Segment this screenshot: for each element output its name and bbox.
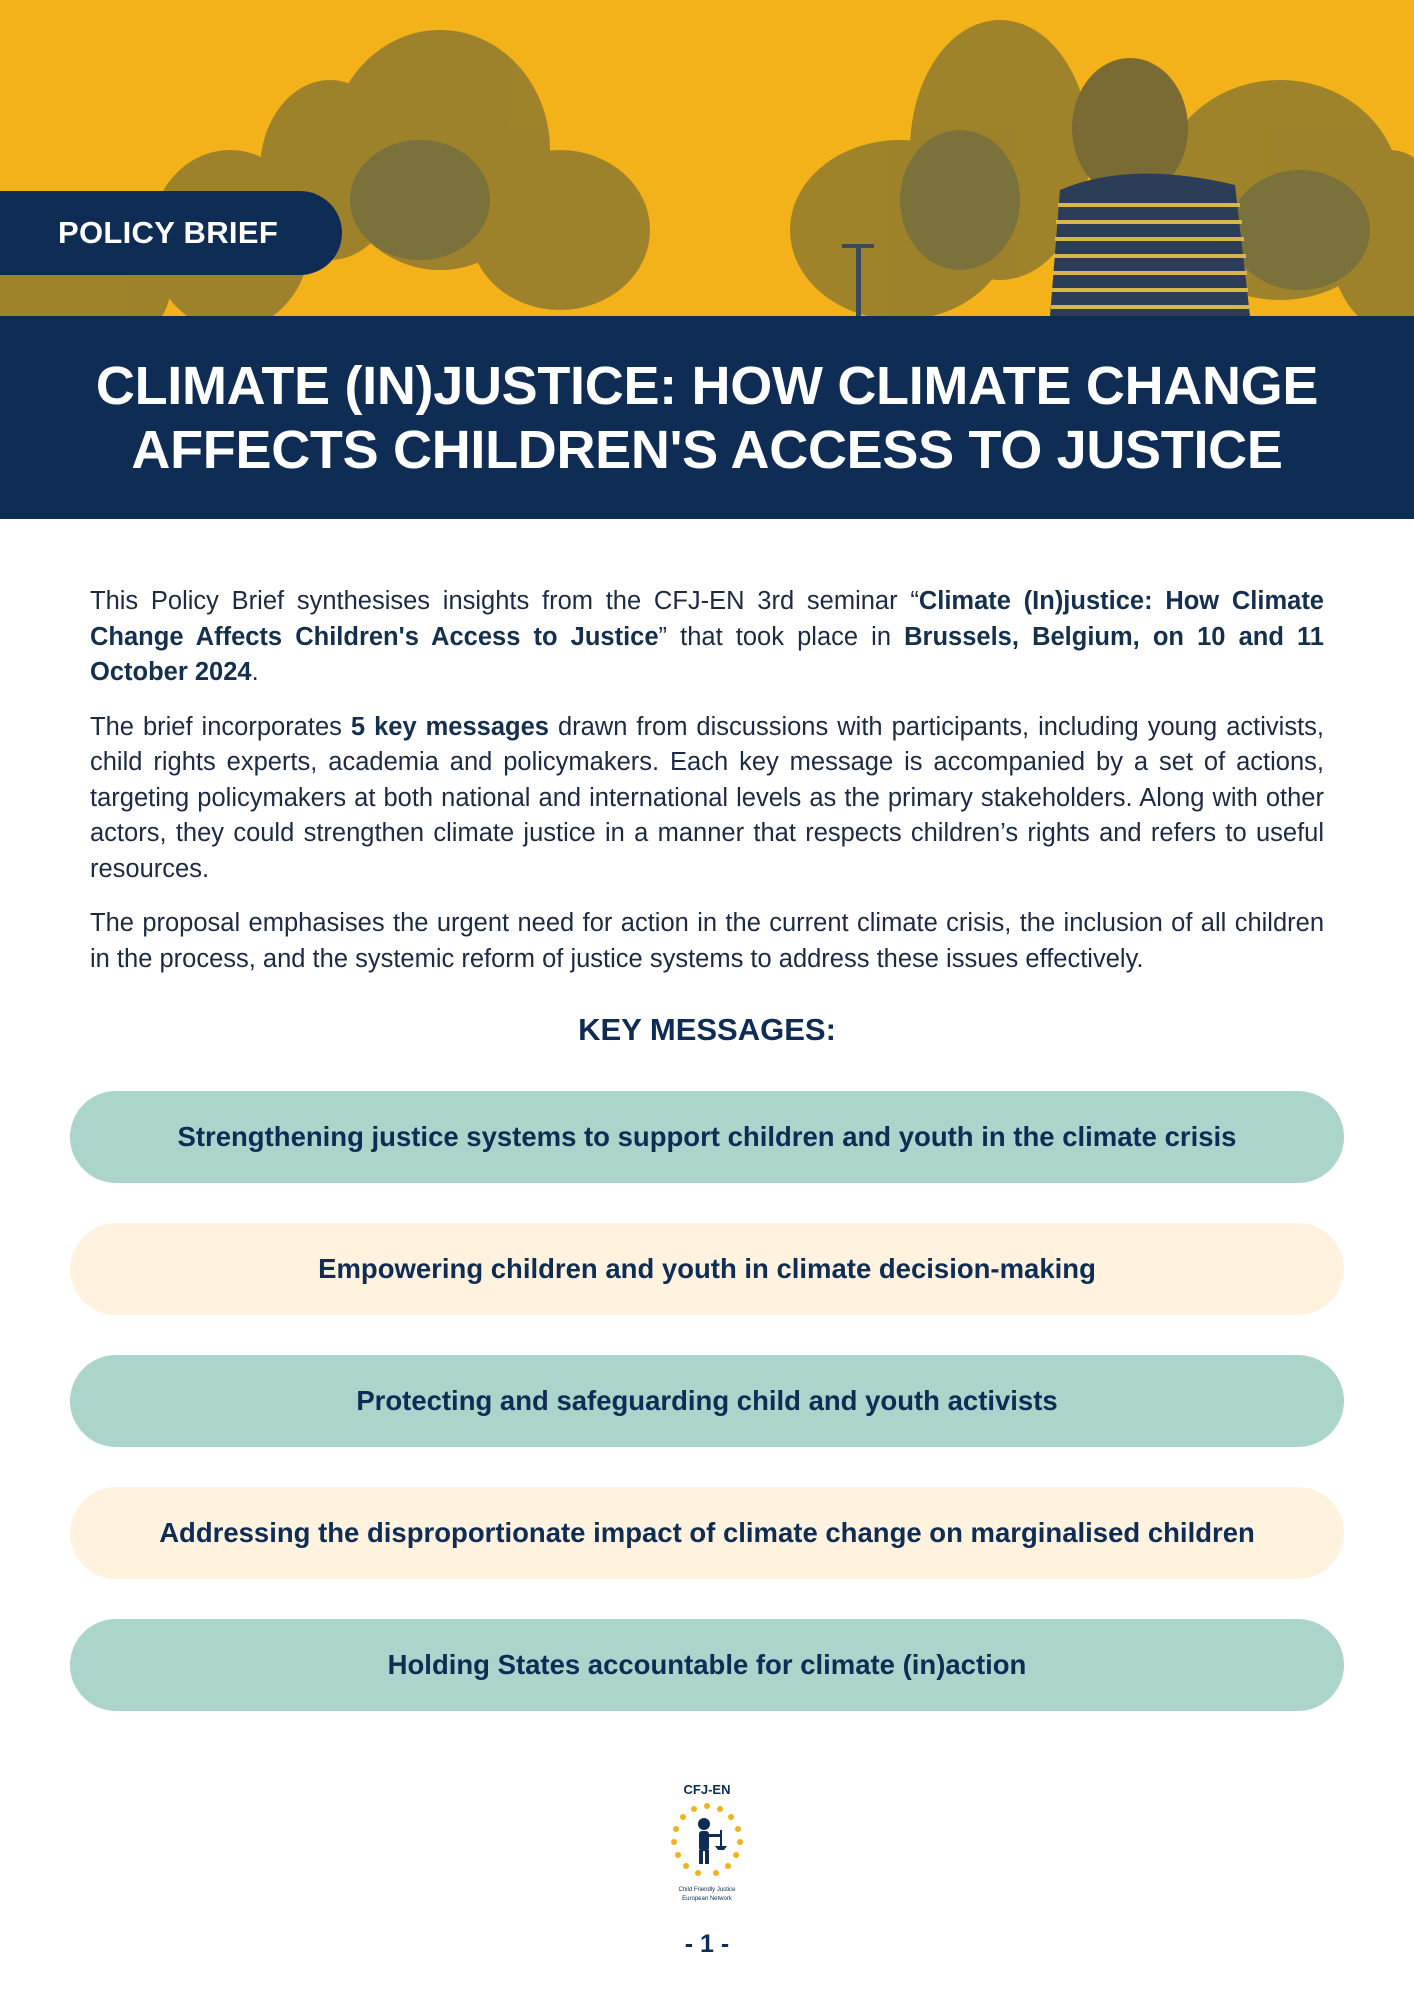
logo-subtitle-line-2: European Network — [682, 1896, 732, 1902]
intro-p1-text-e: . — [251, 658, 259, 686]
intro-paragraph-2 — [90, 710, 1324, 888]
key-message-5: Holding States accountable for climate (in)action — [70, 1619, 1344, 1711]
page-title-line-2: AFFECTS CHILDREN'S ACCESS TO JUSTICE — [131, 419, 1283, 480]
key-messages-heading: KEY MESSAGES: — [578, 1012, 836, 1047]
key-message-3: Protecting and safeguarding child and youth activists — [70, 1355, 1344, 1447]
intro-p2-text-a: The brief incorporates — [90, 712, 351, 741]
logo-acronym: CFJ-EN — [683, 1782, 731, 1797]
title-banner — [0, 316, 1414, 519]
intro-p2-text-c: drawn from discussions with participants, including young activists, child rights experts, academia and policymakers. Each key message is accompanied by a set of actions, targeting policymakers at both national and international levels as the primary stakeholders. Along with other actors, they could strengthen climate justice in a manner that respects children’s rights and refers to useful resources. — [90, 712, 1324, 883]
intro-paragraph-1 — [90, 584, 1324, 691]
logo-subtitle-line-1: Child Friendly Justice — [678, 1887, 736, 1893]
seminar-location-date: Brussels, Belgium, on 10 and 11 October 2024 — [90, 622, 1324, 686]
justice-child-icon — [668, 1802, 746, 1880]
intro-p1-text-a: This Policy Brief synthesises insights from the CFJ-EN 3rd seminar “ — [90, 587, 919, 615]
cfj-en-logo — [662, 1782, 752, 1910]
intro-paragraph-3: The proposal emphasises the urgent need for action in the current climate crisis, the inclusion of all children in the process, and the systemic reform of justice systems to address these issues effectively. — [90, 909, 1324, 973]
intro-section — [90, 584, 1324, 996]
key-message-1: Strengthening justice systems to support children and youth in the climate crisis — [70, 1091, 1344, 1183]
key-message-4: Addressing the disproportionate impact of climate change on marginalised children — [70, 1487, 1344, 1579]
page-title-line-1: CLIMATE (IN)JUSTICE: HOW CLIMATE CHANGE — [95, 355, 1319, 416]
key-messages-count: 5 key messages — [350, 712, 549, 741]
policy-brief-badge — [0, 191, 342, 275]
badge-label: POLICY BRIEF — [58, 215, 279, 250]
intro-p1-text-c: ” that took place in — [658, 622, 905, 651]
seminar-title: Climate (In)justice: How Climate Change Affects Children's Access to Justice — [90, 587, 1324, 651]
key-message-2: Empowering children and youth in climate decision-making — [70, 1223, 1344, 1315]
page-number: - 1 - — [684, 1930, 730, 1958]
